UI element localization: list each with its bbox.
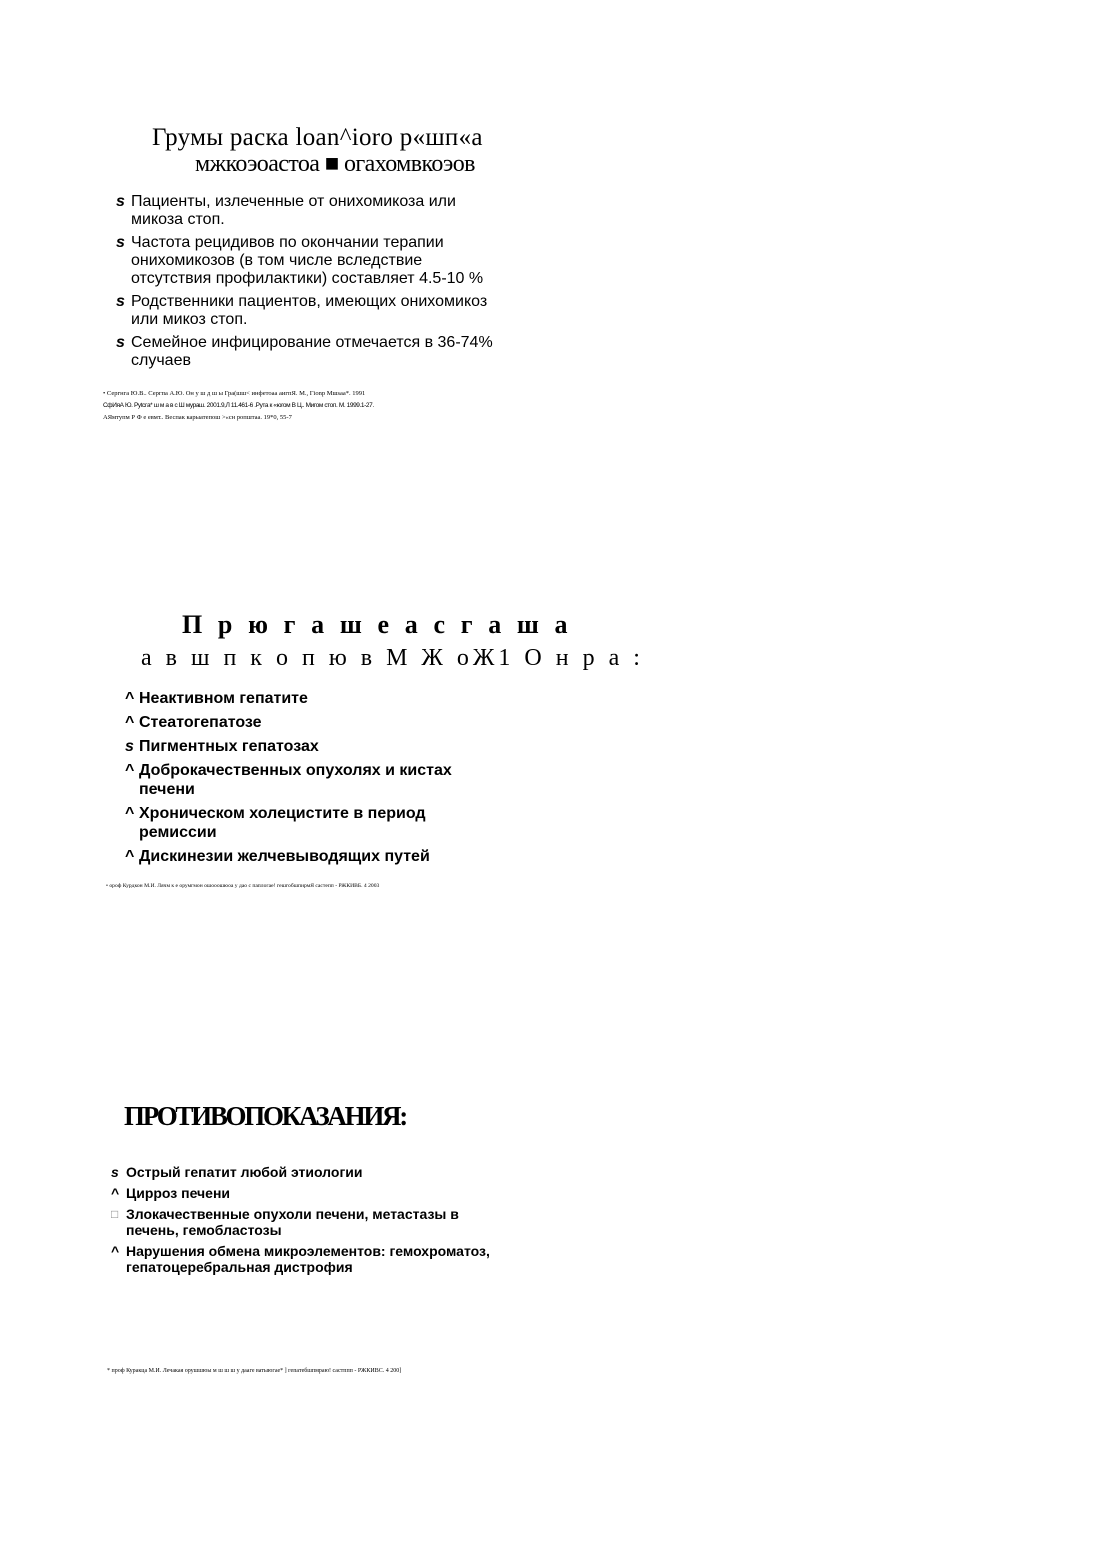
bullet-text: Дискинезии желчевыводящих путей [139, 848, 430, 865]
slide2-title-line2: а в ш п к о п ю в М Ж оЖ1 О н р а : [141, 645, 644, 671]
bullet-marker: ^ [125, 714, 135, 731]
bullet-text: Пигментных гепатозах [139, 738, 319, 755]
bullet-marker: ^ [111, 1185, 120, 1201]
bullet-marker: □ [111, 1207, 119, 1221]
bullet-marker: ^ [125, 805, 135, 822]
slide1-references [103, 388, 523, 424]
bullet-marker: ^ [125, 762, 135, 779]
slide1-bullet-list [116, 193, 496, 375]
list-item [125, 804, 485, 842]
list-item [116, 334, 496, 370]
list-item [125, 689, 485, 708]
list-item [125, 761, 485, 799]
bullet-text: Неактивном гепатите [139, 690, 308, 707]
slide2-reference: • ороф Курдкон М.И. Лячм к е орумгмон ошооошюоа у дао с паплогае! гешгобшпирмЯ састепп - РЖКИВБ. 4 2003 [106, 883, 380, 889]
bullet-marker: s [116, 193, 125, 210]
slide3-reference: * проф Куракца М.И. Лечакая орушшюы м ш ш ш у дааге ватыюгае* ] гепатебшпмраю! састппп - РЖКИВС. 4 200] [107, 1368, 402, 1374]
bullet-text: Хроническом холецистите в период ремиссии [139, 805, 426, 841]
bullet-text: Цирроз печени [126, 1185, 231, 1201]
bullet-text: Частота рецидивов по окончании терапии онихомикозов (в том числе вследствие отсутствия профилактики) составляет 4.5-10 % [131, 234, 484, 287]
reference-line: АЯмтупм Р Ф е евмт.. Веспак карыатепош >«сн ропштаа. 19*0, 55-7 [103, 414, 292, 421]
bullet-marker: s [116, 293, 125, 310]
slide3-bullet-list [111, 1164, 511, 1280]
bullet-text: Семейное инфицирование отмечается в 36-74% случаев [131, 334, 493, 369]
slide1-title-line1: Грумы раска loan^ioro р«шп«а [152, 124, 483, 151]
bullet-marker: s [111, 1164, 119, 1180]
slide1-title-line2: мжкоэоастоа ■ огахомвкоэов [195, 151, 475, 177]
bullet-text: Стеатогепатозе [139, 714, 262, 731]
slide2-bullet-list [125, 689, 485, 871]
slide2-title-line1: П р ю г а ш е а с г а ш а [182, 610, 573, 639]
bullet-marker: ^ [125, 848, 135, 865]
bullet-marker: ^ [111, 1243, 120, 1259]
bullet-text: Доброкачественных опухолях и кистах печени [139, 762, 452, 798]
bullet-marker: ^ [125, 690, 135, 707]
list-item [125, 713, 485, 732]
reference-line: • Сергнга Ю.В.. Сергпа А.Ю. Он у ш д ш ы Гра(шш< инфетоаа аигпЯ. М., Гiоnр Мшsаа*. 1991 [103, 390, 366, 397]
list-item [111, 1243, 511, 1275]
list-item [111, 1164, 511, 1180]
list-item [116, 293, 496, 329]
bullet-text: Злокачественные опухоли печени, метастазы в печень, гемобластозы [126, 1206, 459, 1238]
bullet-marker: s [125, 738, 134, 755]
bullet-marker: s [116, 234, 125, 251]
list-item [111, 1206, 511, 1238]
slide3-title: ПРОТИВОПОКАЗАНИЯ: [124, 1101, 406, 1131]
bullet-text: Нарушения обмена микроэлементов: гемохроматоз, гепатоцеребральная дистрофия [126, 1243, 490, 1275]
list-item [116, 234, 496, 288]
bullet-text: Родственники пациентов, имеющих онихомикоз или микоз стоп. [131, 293, 488, 328]
reference-line: СфИяА Ю. Рytсгa* ш м а в с Ш мураш. 2001.9,Л 11.461-6 .Рута к «югом В Ц.. Мигом стоп. М. 1999.1-27. [103, 402, 374, 409]
list-item [116, 193, 496, 229]
bullet-marker: s [116, 334, 125, 351]
bullet-text: Пациенты, излеченные от онихомикоза или микоза стоп. [131, 193, 456, 228]
list-item [125, 847, 485, 866]
list-item [111, 1185, 511, 1201]
list-item [125, 737, 485, 756]
bullet-text: Острый гепатит любой этиологии [126, 1164, 363, 1180]
